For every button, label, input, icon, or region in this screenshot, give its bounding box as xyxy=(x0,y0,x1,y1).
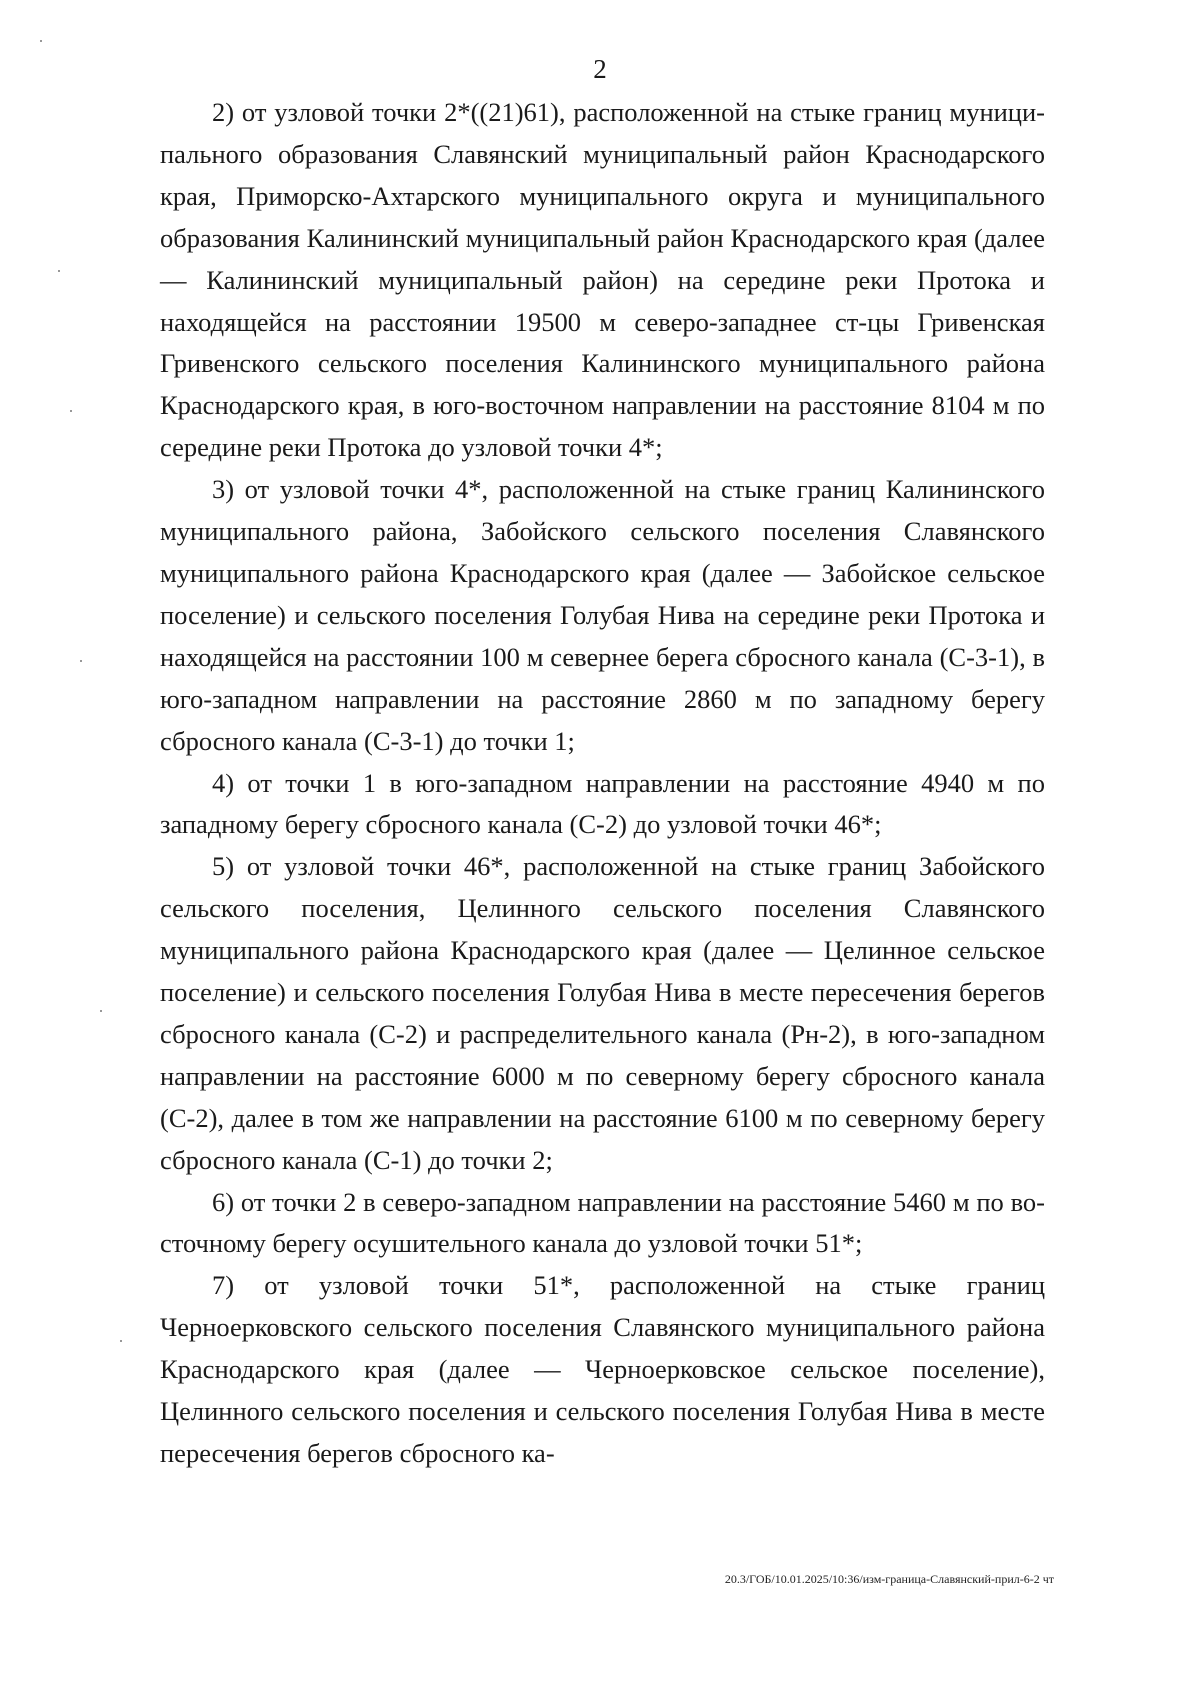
scan-speck xyxy=(120,1340,122,1342)
footer-reference: 20.3/ГОБ/10.01.2025/10:36/изм-граница-Славянский-прил-6-2 чт xyxy=(724,1572,1054,1586)
paragraph: 7) от узловой точки 51*, расположенной на стыке границ Черноерковского сельского поселения Славянского муниципального района Краснодарского края (далее — Черноерковское сельское поселение), Целинного сельского поселения и сельского поселения Голубая Нива в месте пересечения берегов сбросного ка- xyxy=(160,1270,1045,1468)
paragraph: 2) от узловой точки 2*((21)61), расположенной на стыке границ муниципального образования Славянский муниципальный район Краснодарского края, Приморско-Ахтарского муниципального округа и муниципального образования Калининский муниципальный район Краснодарского края (далее — Калининский муниципальный район) на середине реки Протока и находящейся на расстоянии 19500 м северо-западнее ст-цы Гривенская Гривенского сельского поселения Калининского муниципального района Краснодарского края, в юго-восточном направлении на расстояние 8104 м по середине реки Протока до узловой точки 4*; xyxy=(160,97,1045,463)
scan-speck xyxy=(58,270,60,272)
paragraph: 3) от узловой точки 4*, расположенной на стыке границ Калининского муниципального района, Забойского сельского поселения Славянского муниципального района Краснодарского края (далее — Забойское сельское поселение) и сельского поселения Голубая Нива на середине реки Протока и находящейся на расстоянии 100 м севернее берега сбросного канала (С-3-1), в юго-западном направлении на расстояние 2860 м по западному берегу сбросного канала (С-3-1) до точки 1; xyxy=(160,474,1045,756)
scan-speck xyxy=(80,660,82,662)
scan-speck xyxy=(70,410,72,412)
paragraph: 5) от узловой точки 46*, расположенной на стыке границ Забойского сельского поселения, Целинного сельского поселения Славянского муниципального района Краснодарского края (далее — Целинное сельское поселение) и сельского поселения Голубая Нива в месте пересечения берегов сбросного канала (С-2) и распределительного канала (Рн-2), в юго-западном направлении на расстояние 6000 м по северному берегу сбросного канала (С-2), далее в том же направлении на расстояние 6100 м по северному берегу сбросного канала (С-1) до точки 2; xyxy=(160,851,1045,1175)
page-number: 2 xyxy=(593,54,607,84)
paragraph: 4) от точки 1 в юго-западном направлении на расстояние 4940 м по западному берегу сбросного канала (С-2) до узловой точки 46*; xyxy=(160,767,1045,840)
scan-speck xyxy=(100,1010,102,1012)
paragraph: 6) от точки 2 в северо-западном направлении на расстояние 5460 м по восточному берегу осушительного канала до узловой точки 51*; xyxy=(160,1186,1045,1259)
scan-speck xyxy=(40,40,42,42)
document-body xyxy=(160,92,1045,1475)
